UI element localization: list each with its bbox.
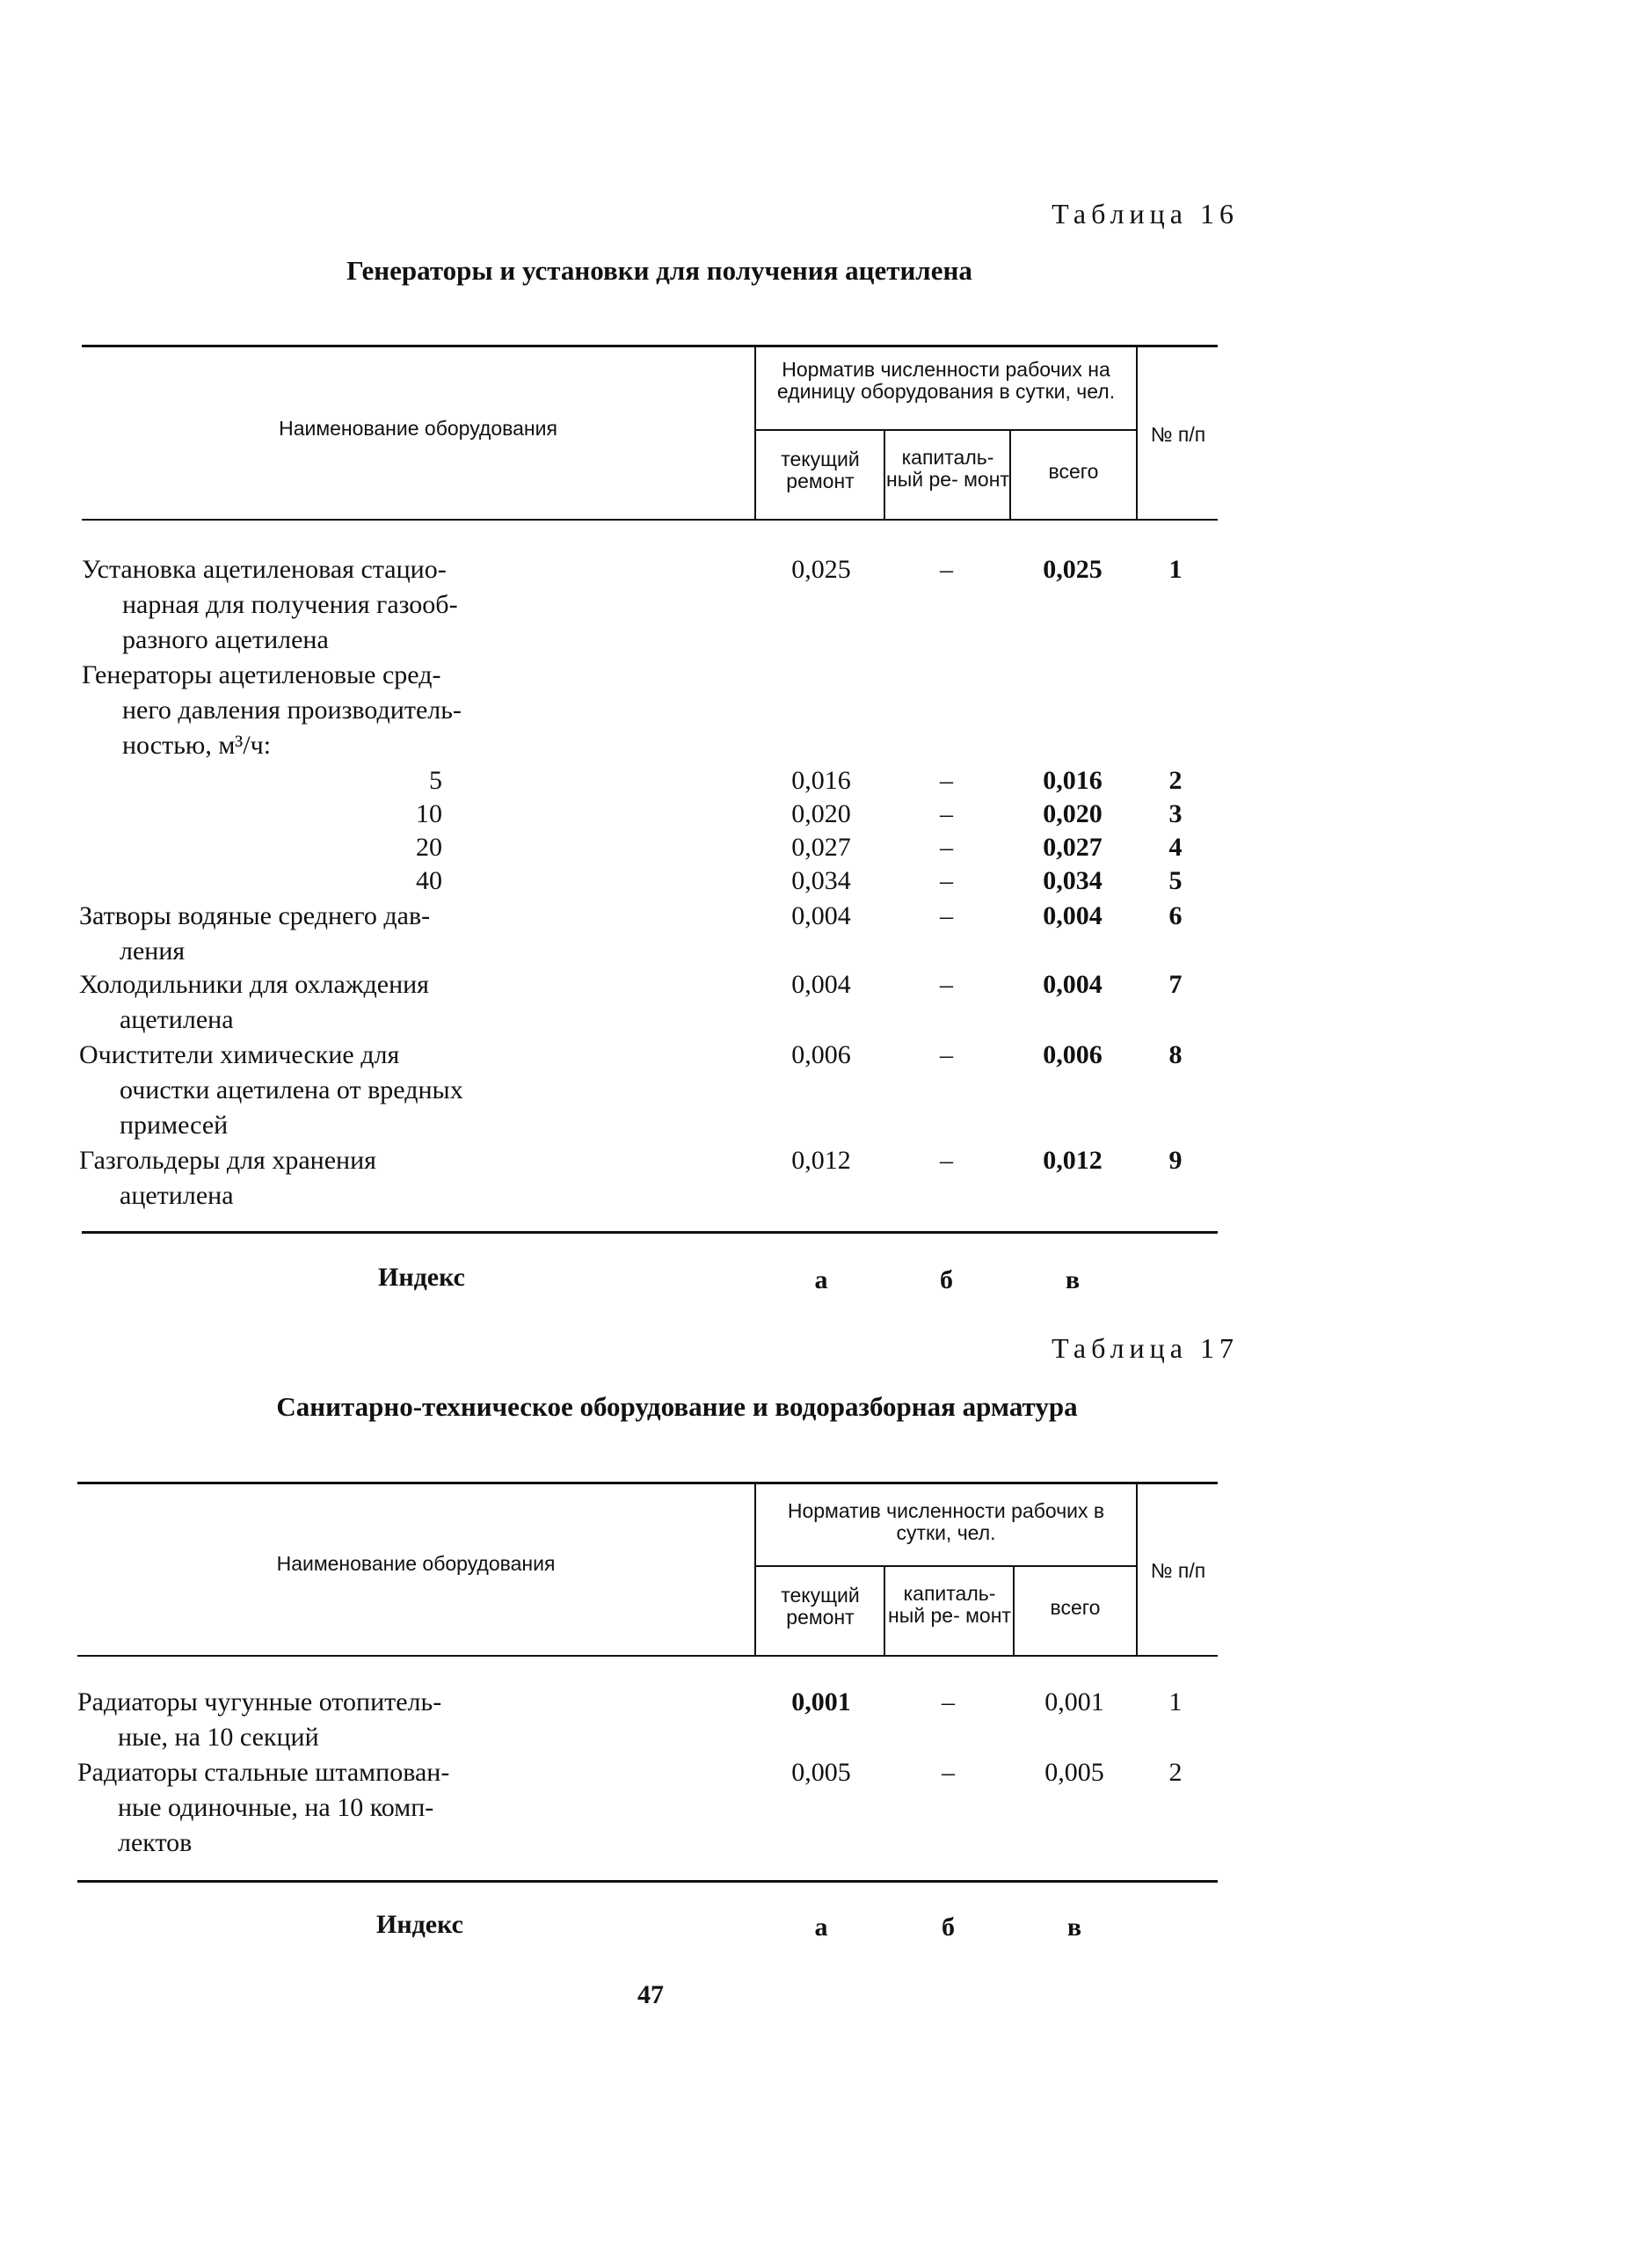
table17-index-a: а <box>814 1913 828 1942</box>
table16-row-1-no: 1 <box>1168 555 1183 584</box>
table16-row-5-c: 0,034 <box>1043 866 1103 895</box>
table16-title: Генераторы и установки для получения ацетилена <box>346 255 972 286</box>
table16-row-9-b: – <box>940 1146 953 1175</box>
table16-header-name: Наименование оборудования <box>279 417 557 440</box>
table17-row-2-c: 0,005 <box>1044 1758 1104 1787</box>
table16-header-col-no: № п/п <box>1150 423 1206 446</box>
table16-row-6-name: Затворы водяные среднего дав- ления <box>79 901 431 966</box>
table16-header-col-c: всего <box>1048 460 1099 483</box>
table16-row-9-c: 0,012 <box>1043 1146 1103 1175</box>
table16-row-1-b: – <box>940 555 953 584</box>
table17-header-col-no: № п/п <box>1150 1559 1206 1582</box>
table16-index-a: а <box>814 1265 828 1294</box>
table16-row-4-c: 0,027 <box>1043 833 1103 862</box>
table17-header-name: Наименование оборудования <box>276 1552 556 1575</box>
table16-row-1-a: 0,025 <box>791 555 851 584</box>
table16-row-7-no: 7 <box>1168 970 1183 999</box>
table17-header-col-a: текущий ремонт <box>781 1584 860 1629</box>
table16-row-4-no: 4 <box>1168 833 1183 862</box>
table16-row-2-a: 0,016 <box>791 766 851 795</box>
table16-index-label: Индекс <box>378 1263 465 1292</box>
table16-row-8-name: Очистители химические для очистки ацетилена от вредных примесей <box>79 1040 463 1140</box>
table17-group-rule <box>756 1565 1136 1567</box>
table17-label: Таблица 17 <box>1052 1332 1239 1364</box>
table16-row-5-no: 5 <box>1168 866 1183 895</box>
table17-index-c: в <box>1066 1913 1082 1942</box>
table16-row-6-a: 0,004 <box>791 901 851 930</box>
table17-row-1-b: – <box>942 1687 955 1716</box>
table17-row-2-a: 0,005 <box>791 1758 851 1787</box>
table16-row-9-a: 0,012 <box>791 1146 851 1175</box>
table16-row-8-no: 8 <box>1168 1040 1183 1069</box>
table17-top-rule <box>77 1482 1218 1484</box>
table16-row-7-a: 0,004 <box>791 970 851 999</box>
table16-row-2-b: – <box>940 766 953 795</box>
table17-header-col-b: капиталь- ный ре- монт <box>888 1582 1011 1627</box>
table16-row-3-no: 3 <box>1168 799 1183 828</box>
table16-row-6-b: – <box>940 901 953 930</box>
table17-row-1-name: Радиаторы чугунные отопитель- ные, на 10 секций <box>77 1687 442 1752</box>
table16-row-2-no: 2 <box>1168 766 1183 795</box>
table16-group-rule <box>756 429 1136 431</box>
table17-header-group: Норматив численности рабочих в сутки, чел. <box>787 1499 1105 1544</box>
table16-row-5-capacity: 40 <box>416 866 442 895</box>
table16-row-4-a: 0,027 <box>791 833 851 862</box>
table17-col-divider-2 <box>884 1565 885 1656</box>
table16-row-6-c: 0,004 <box>1043 901 1103 930</box>
table16-index-b: б <box>940 1265 953 1294</box>
table17-title: Санитарно-техническое оборудование и водоразборная арматура <box>276 1391 1078 1422</box>
table16-row-3-c: 0,020 <box>1043 799 1103 828</box>
table16-top-rule <box>82 345 1218 347</box>
table16-row-2-c: 0,016 <box>1043 766 1103 795</box>
table16-header-col-b: капиталь- ный ре- монт <box>886 446 1009 491</box>
table16-row-7-name: Холодильники для охлаждения ацетилена <box>79 970 429 1034</box>
table17-row-1-no: 1 <box>1168 1687 1183 1716</box>
table16-col-divider-2 <box>884 429 885 520</box>
table16-row-7-c: 0,004 <box>1043 970 1103 999</box>
table17-index-label: Индекс <box>376 1910 463 1939</box>
table16-row-9-no: 9 <box>1168 1146 1183 1175</box>
table16-row-3-b: – <box>940 799 953 828</box>
table17-row-2-b: – <box>942 1758 955 1787</box>
table16-group-generators: Генераторы ацетиленовые сред- него давления производитель- ностью, м³/ч: <box>82 660 462 760</box>
table17-row-1-a: 0,001 <box>791 1687 851 1716</box>
table16-row-2-capacity: 5 <box>429 766 442 795</box>
table16-row-8-b: – <box>940 1040 953 1069</box>
table16-row-4-b: – <box>940 833 953 862</box>
table16-label: Таблица 16 <box>1052 198 1239 230</box>
table16-row-4-capacity: 20 <box>416 833 442 862</box>
table17-row-1-c: 0,001 <box>1044 1687 1104 1716</box>
table16-row-8-a: 0,006 <box>791 1040 851 1069</box>
table16-header-bottom-rule <box>82 519 1218 521</box>
table16-row-7-b: – <box>940 970 953 999</box>
table17-bottom-rule <box>77 1880 1218 1883</box>
table16-row-1-name: Установка ацетиленовая стацио- нарная для получения газооб- разного ацетилена <box>82 555 458 654</box>
table16-header-group: Норматив численности рабочих на единицу оборудования в сутки, чел. <box>776 358 1116 403</box>
table16-index-c: в <box>1065 1265 1081 1294</box>
table17-row-2-name: Радиаторы стальные штампован- ные одиночные, на 10 комп- лектов <box>77 1758 450 1857</box>
table16-row-3-capacity: 10 <box>416 799 442 828</box>
page-number: 47 <box>637 1980 664 2009</box>
table16-row-5-b: – <box>940 866 953 895</box>
table16-bottom-rule <box>82 1231 1218 1234</box>
table17-row-2-no: 2 <box>1168 1758 1183 1787</box>
table16-col-divider-1 <box>754 345 756 520</box>
table16-row-9-name: Газгольдеры для хранения ацетилена <box>79 1146 376 1210</box>
table16-row-6-no: 6 <box>1168 901 1183 930</box>
table16-row-5-a: 0,034 <box>791 866 851 895</box>
table17-header-col-c: всего <box>1050 1596 1101 1619</box>
table16-header-col-a: текущий ремонт <box>781 448 860 492</box>
table17-header-bottom-rule <box>77 1655 1218 1657</box>
table16-row-1-c: 0,025 <box>1043 555 1103 584</box>
table17-index-b: б <box>942 1913 955 1942</box>
table16-row-3-a: 0,020 <box>791 799 851 828</box>
table16-row-8-c: 0,006 <box>1043 1040 1103 1069</box>
table17-col-divider-1 <box>754 1482 756 1656</box>
